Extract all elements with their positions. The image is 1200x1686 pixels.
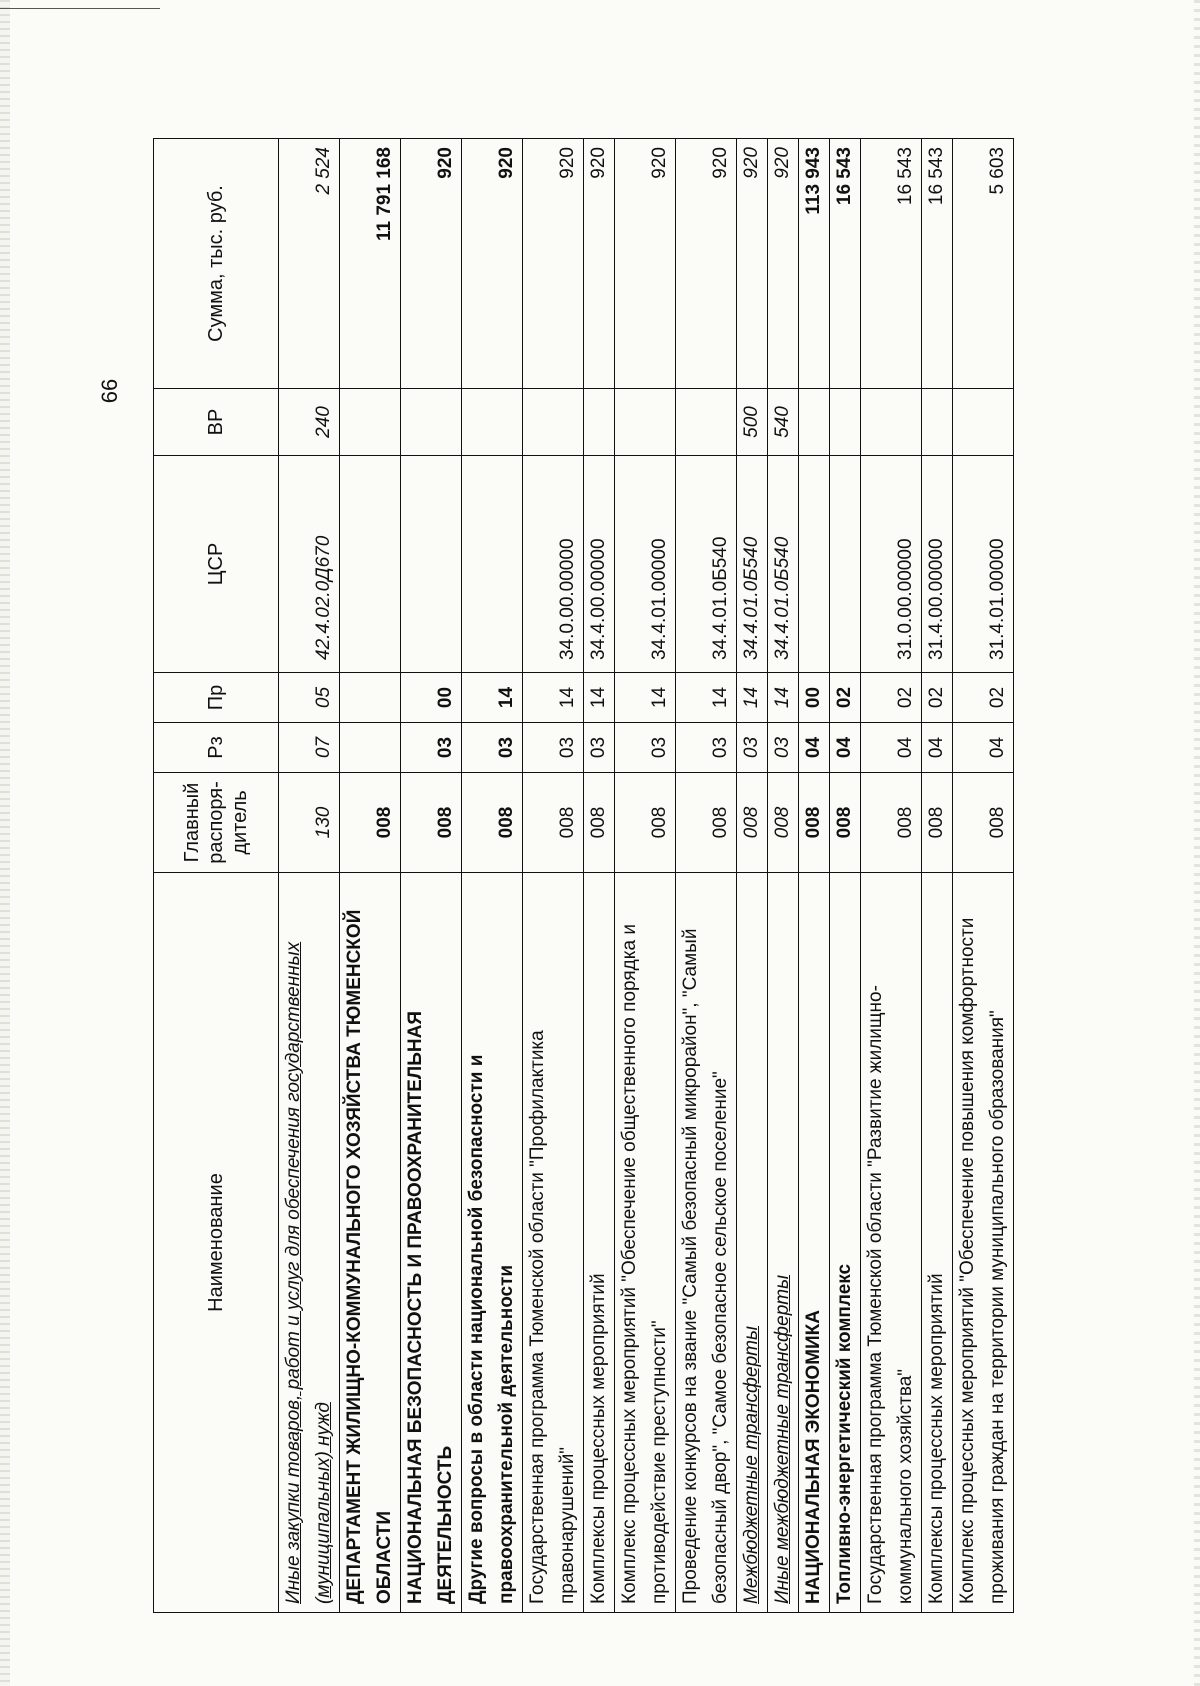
cell-sum: 11 791 168 xyxy=(340,139,401,389)
cell-sum: 920 xyxy=(615,139,676,389)
cell-pr: 14 xyxy=(523,673,584,723)
cell-name xyxy=(737,873,768,1613)
cell-pr xyxy=(340,673,401,723)
cell-csr: 42.4.02.0Д670 xyxy=(279,456,340,673)
table-row xyxy=(615,139,676,1613)
cell-csr: 34.0.00.00000 xyxy=(523,456,584,673)
cell-sum: 5 603 xyxy=(953,139,1014,389)
cell-main-manager: 008 xyxy=(401,773,462,873)
cell-vr: 240 xyxy=(279,389,340,456)
cell-pr: 02 xyxy=(922,673,953,723)
cell-pr: 14 xyxy=(768,673,799,723)
cell-rz: 04 xyxy=(799,723,830,773)
cell-main-manager: 008 xyxy=(523,773,584,873)
cell-pr: 00 xyxy=(799,673,830,723)
cell-name xyxy=(523,873,584,1613)
cell-rz: 04 xyxy=(922,723,953,773)
cell-name xyxy=(340,873,401,1613)
header-row xyxy=(154,139,279,1613)
table-row xyxy=(584,139,615,1613)
cell-main-manager: 008 xyxy=(737,773,768,873)
cell-rz: 03 xyxy=(615,723,676,773)
cell-rz: 03 xyxy=(523,723,584,773)
row-label: ДЕПАРТАМЕНТ ЖИЛИЩНО-КОММУНАЛЬНОГО ХОЗЯЙСТВА ТЮМЕНСКОЙ ОБЛАСТИ xyxy=(344,909,395,1604)
col-header-rz: Рз xyxy=(154,723,279,773)
cell-name xyxy=(462,873,523,1613)
cell-pr: 14 xyxy=(615,673,676,723)
page-number: 66 xyxy=(97,378,122,404)
cell-rz: 04 xyxy=(861,723,922,773)
cell-name xyxy=(768,873,799,1613)
cell-rz: 03 xyxy=(401,723,462,773)
cell-vr xyxy=(401,389,462,456)
cell-rz: 03 xyxy=(768,723,799,773)
cell-pr: 14 xyxy=(584,673,615,723)
cell-sum: 920 xyxy=(523,139,584,389)
cell-name xyxy=(953,873,1014,1613)
cell-name xyxy=(861,873,922,1613)
table-row xyxy=(768,139,799,1613)
cell-name xyxy=(799,873,830,1613)
cell-csr xyxy=(830,456,861,673)
cell-sum: 920 xyxy=(584,139,615,389)
cell-main-manager: 008 xyxy=(340,773,401,873)
cell-sum: 16 543 xyxy=(922,139,953,389)
cell-sum: 920 xyxy=(737,139,768,389)
scan-edge-left xyxy=(0,0,10,1686)
cell-vr xyxy=(523,389,584,456)
cell-vr: 500 xyxy=(737,389,768,456)
cell-pr: 14 xyxy=(462,673,523,723)
table-row xyxy=(340,139,401,1613)
col-header-vr: ВР xyxy=(154,389,279,456)
cell-csr: 31.4.00.00000 xyxy=(922,456,953,673)
table-row xyxy=(462,139,523,1613)
row-label: Топливно-энергетический комплекс xyxy=(834,1263,855,1604)
cell-csr xyxy=(401,456,462,673)
table-row xyxy=(737,139,768,1613)
cell-csr: 34.4.01.00000 xyxy=(615,456,676,673)
cell-pr: 05 xyxy=(279,673,340,723)
table-row xyxy=(861,139,922,1613)
cell-name xyxy=(401,873,462,1613)
row-label: Иные межбюджетные трансферты xyxy=(772,1274,793,1604)
cell-vr xyxy=(676,389,737,456)
top-rule xyxy=(0,8,160,9)
cell-name xyxy=(615,873,676,1613)
table-row xyxy=(279,139,340,1613)
cell-main-manager: 008 xyxy=(799,773,830,873)
col-header-sum: Сумма, тыс. руб. xyxy=(154,139,279,389)
cell-main-manager: 008 xyxy=(830,773,861,873)
cell-sum: 16 543 xyxy=(861,139,922,389)
cell-pr: 00 xyxy=(401,673,462,723)
row-label: Другие вопросы в области национальной безопасности и правоохранительной деятельности xyxy=(466,1054,517,1604)
cell-main-manager: 008 xyxy=(861,773,922,873)
row-label: Комплексы процессных мероприятий xyxy=(926,1273,947,1604)
cell-rz: 03 xyxy=(737,723,768,773)
table-row xyxy=(799,139,830,1613)
row-label: Иные закупки товаров, работ и услуг для обеспечения государственных (муниципальных) нужд xyxy=(283,941,334,1604)
cell-rz xyxy=(340,723,401,773)
cell-rz: 03 xyxy=(676,723,737,773)
cell-csr: 34.4.01.0Б540 xyxy=(768,456,799,673)
table-row xyxy=(401,139,462,1613)
row-label: Межбюджетные трансферты xyxy=(741,1326,762,1604)
cell-vr xyxy=(922,389,953,456)
cell-pr: 14 xyxy=(676,673,737,723)
col-header-name: Наименование xyxy=(154,873,279,1613)
col-header-pr: Пр xyxy=(154,673,279,723)
cell-sum: 920 xyxy=(768,139,799,389)
cell-vr xyxy=(861,389,922,456)
cell-name xyxy=(676,873,737,1613)
cell-vr: 540 xyxy=(768,389,799,456)
row-label: НАЦИОНАЛЬНАЯ ЭКОНОМИКА xyxy=(803,1310,824,1604)
col-header-main-manager: Главный распоря-дитель xyxy=(154,773,279,873)
cell-main-manager: 008 xyxy=(953,773,1014,873)
cell-rz: 03 xyxy=(584,723,615,773)
row-label: Государственная программа Тюменской области "Профилактика правонарушений" xyxy=(527,1030,578,1604)
cell-csr: 34.4.01.0Б540 xyxy=(676,456,737,673)
cell-main-manager: 008 xyxy=(768,773,799,873)
cell-csr: 31.0.00.00000 xyxy=(861,456,922,673)
cell-sum: 2 524 xyxy=(279,139,340,389)
cell-main-manager: 130 xyxy=(279,773,340,873)
row-label: Комплекс процессных мероприятий "Обеспечение общественного порядка и противодействие преступности" xyxy=(619,924,670,1604)
cell-csr xyxy=(340,456,401,673)
table-row xyxy=(922,139,953,1613)
cell-csr: 34.4.01.0Б540 xyxy=(737,456,768,673)
cell-sum: 920 xyxy=(401,139,462,389)
cell-name xyxy=(279,873,340,1613)
cell-csr xyxy=(799,456,830,673)
cell-main-manager: 008 xyxy=(922,773,953,873)
row-label: Комплексы процессных мероприятий xyxy=(588,1273,609,1604)
cell-main-manager: 008 xyxy=(462,773,523,873)
cell-name xyxy=(830,873,861,1613)
cell-vr xyxy=(830,389,861,456)
cell-rz: 04 xyxy=(953,723,1014,773)
cell-main-manager: 008 xyxy=(584,773,615,873)
cell-rz: 04 xyxy=(830,723,861,773)
cell-vr xyxy=(340,389,401,456)
table-row xyxy=(676,139,737,1613)
cell-main-manager: 008 xyxy=(676,773,737,873)
table-body xyxy=(279,139,1014,1613)
cell-csr xyxy=(462,456,523,673)
cell-pr: 02 xyxy=(830,673,861,723)
cell-pr: 14 xyxy=(737,673,768,723)
cell-rz: 03 xyxy=(462,723,523,773)
cell-name xyxy=(922,873,953,1613)
cell-sum: 113 943 xyxy=(799,139,830,389)
cell-vr xyxy=(615,389,676,456)
cell-pr: 02 xyxy=(861,673,922,723)
cell-vr xyxy=(799,389,830,456)
cell-csr: 31.4.01.00000 xyxy=(953,456,1014,673)
cell-main-manager: 008 xyxy=(615,773,676,873)
cell-rz: 07 xyxy=(279,723,340,773)
rotated-page xyxy=(153,139,1200,1613)
cell-vr xyxy=(462,389,523,456)
cell-vr xyxy=(953,389,1014,456)
cell-pr: 02 xyxy=(953,673,1014,723)
table-row xyxy=(953,139,1014,1613)
cell-sum: 920 xyxy=(676,139,737,389)
cell-sum: 920 xyxy=(462,139,523,389)
cell-name xyxy=(584,873,615,1613)
cell-sum: 16 543 xyxy=(830,139,861,389)
row-label: НАЦИОНАЛЬНАЯ БЕЗОПАСНОСТЬ И ПРАВООХРАНИТЕЛЬНАЯ ДЕЯТЕЛЬНОСТЬ xyxy=(405,1010,456,1604)
col-header-csr: ЦСР xyxy=(154,456,279,673)
row-label: Проведение конкурсов на звание "Самый безопасный микрорайон", "Самый безопасный двор", "Самое безопасное сельское поселение" xyxy=(680,928,731,1604)
table-row xyxy=(830,139,861,1613)
cell-vr xyxy=(584,389,615,456)
table-row xyxy=(523,139,584,1613)
budget-table xyxy=(153,138,1014,1613)
row-label: Государственная программа Тюменской области "Развитие жилищно-коммунального хозяйства" xyxy=(865,985,916,1604)
row-label: Комплекс процессных мероприятий "Обеспечение повышения комфортности проживания граждан на территории муниципального образования" xyxy=(957,917,1008,1604)
cell-csr: 34.4.00.00000 xyxy=(584,456,615,673)
